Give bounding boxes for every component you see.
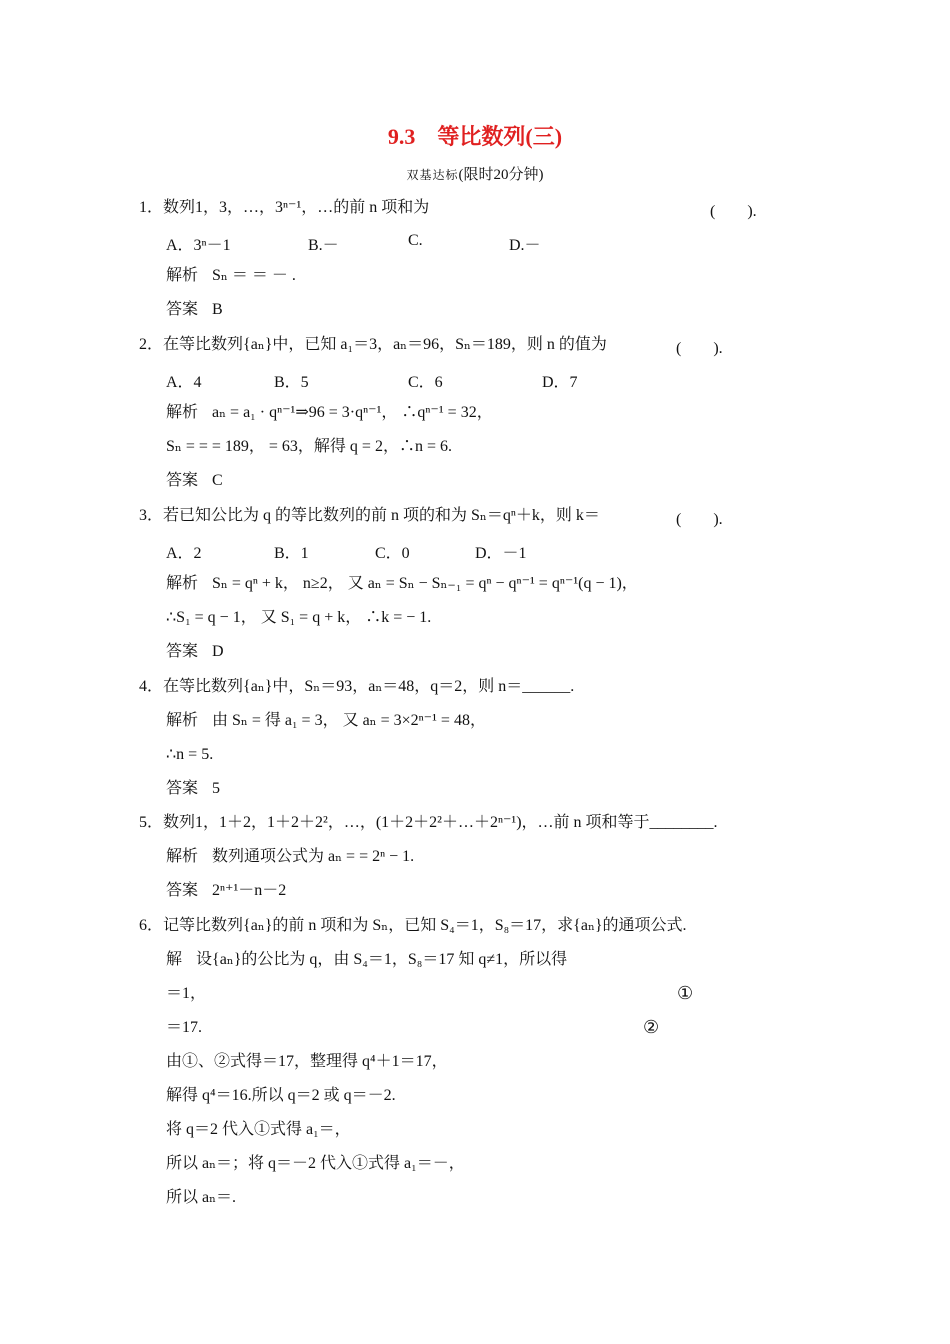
analysis-label: 解析 (166, 712, 199, 729)
analysis-label: 解析 (166, 848, 199, 865)
analysis-label: 解析 (166, 404, 199, 421)
q2-analysis-line-2: Sₙ = = = 189， = 63，解得 q = 2，∴n = 6. (166, 438, 452, 455)
q3-answer-bracket: ( ). (676, 511, 723, 528)
q3-number: 3． (139, 507, 164, 524)
q4-analysis-line-1: 由 Sₙ = 得 a₁ = 3， 又 aₙ = 3×2ⁿ⁻¹ = 48， (212, 712, 486, 729)
q4-number: 4． (139, 678, 164, 695)
q5-answer (166, 881, 286, 901)
q3-analysis (166, 574, 638, 594)
analysis-label: 解析 (166, 267, 199, 284)
subtitle-lead: 双基达标 (406, 168, 459, 182)
q6-stem: 记等比数列{aₙ}的前 n 项和为 Sₙ，已知 S₄＝1，S₈＝17，求{aₙ}的通项公式. (163, 917, 687, 934)
q1-answer-text: B (212, 301, 223, 318)
q5-analysis-text: 数列通项公式为 aₙ = = 2ⁿ − 1. (212, 848, 415, 865)
q2-answer-bracket: ( ). (676, 340, 723, 357)
q5-answer-text: 2ⁿ⁺¹－n－2 (212, 882, 287, 899)
q6-solution-line-6: 所以 aₙ＝；将 q＝－2 代入①式得 a₁＝－， (166, 1155, 465, 1172)
q1-option-c: C. (408, 232, 423, 249)
question-4 (139, 677, 574, 697)
equation-marker-2: ② (643, 1017, 660, 1037)
answer-label: 答案 (166, 882, 199, 899)
q3-answer (166, 642, 224, 662)
q5-stem: 数列1，1＋2，1＋2＋2²，…，(1＋2＋2²＋…＋2ⁿ⁻¹)，…前 n 项和等于________. (163, 814, 718, 831)
q2-stem: 在等比数列{aₙ}中，已知 a₁＝3，aₙ＝96，Sₙ＝189，则 n 的值为 (163, 336, 607, 353)
q2-number: 2． (139, 336, 164, 353)
q4-analysis (166, 711, 486, 731)
q6-solution-line-5: 将 q＝2 代入①式得 a₁＝， (166, 1121, 351, 1138)
answer-label: 答案 (166, 780, 199, 797)
q3-analysis-line-1: Sₙ = qⁿ + k， n≥2， 又 aₙ = Sₙ − Sₙ₋₁ = qⁿ − qⁿ⁻¹ = qⁿ⁻¹(q − 1)， (212, 575, 638, 592)
q2-answer-text: C (212, 472, 223, 489)
analysis-label: 解析 (166, 575, 199, 592)
question-3 (139, 506, 600, 526)
question-6 (139, 916, 687, 936)
q1-option-a: A．3ⁿ－1 (166, 237, 231, 254)
q1-analysis-text: Sₙ ＝ ＝ － . (212, 267, 296, 284)
q5-analysis (166, 847, 414, 867)
question-2 (139, 335, 607, 355)
q2-analysis-line-1: aₙ = a₁ · qⁿ⁻¹⇒96 = 3·qⁿ⁻¹， ∴qⁿ⁻¹ = 32， (212, 404, 493, 421)
subtitle-time-limit: (限时20分钟) (458, 167, 544, 183)
q3-option-c: C．0 (375, 545, 410, 562)
answer-label: 答案 (166, 643, 199, 660)
question-1 (139, 198, 429, 218)
q3-answer-text: D (212, 643, 224, 660)
q6-equation-2: ＝17. (166, 1019, 203, 1036)
q2-option-a: A．4 (166, 374, 202, 391)
answer-label: 答案 (166, 472, 199, 489)
q3-stem: 若已知公比为 q 的等比数列的前 n 项的和为 Sₙ＝qⁿ＋k，则 k＝ (163, 507, 600, 524)
q1-analysis (166, 266, 296, 286)
q1-number: 1． (139, 199, 164, 216)
q1-option-d: D.－ (509, 237, 541, 254)
q6-equation-1: ＝1， (166, 985, 207, 1002)
question-5 (139, 813, 718, 833)
q6-solution-line-1 (166, 950, 567, 970)
q3-option-a: A．2 (166, 545, 202, 562)
q1-answer (166, 300, 223, 320)
q4-analysis-line-2: ∴n = 5. (166, 746, 214, 763)
q2-option-b: B．5 (274, 374, 309, 391)
q2-option-c: C．6 (408, 374, 443, 391)
q6-solution-line-4: 解得 q⁴＝16.所以 q＝2 或 q＝－2. (166, 1087, 396, 1104)
q1-answer-bracket: ( ). (710, 203, 757, 220)
answer-label: 答案 (166, 301, 199, 318)
q2-answer (166, 471, 223, 491)
q2-option-d: D．7 (542, 374, 578, 391)
page-subtitle (0, 163, 950, 184)
equation-marker-1: ① (677, 983, 694, 1003)
solution-label: 解 (166, 951, 183, 968)
q3-analysis-line-2: ∴S₁ = q − 1， 又 S₁ = q + k， ∴k = − 1. (166, 609, 432, 626)
q1-stem: 数列1，3，…，3ⁿ⁻¹，…的前 n 项和为 (163, 199, 430, 216)
q6-number: 6． (139, 917, 164, 934)
q2-analysis (166, 403, 493, 423)
q4-answer (166, 779, 220, 799)
q6-solution-line-7: 所以 aₙ＝. (166, 1189, 237, 1206)
q4-answer-text: 5 (212, 780, 221, 797)
q1-option-b: B.－ (308, 237, 339, 254)
q4-stem: 在等比数列{aₙ}中，Sₙ＝93，aₙ＝48，q＝2，则 n＝______. (163, 678, 575, 695)
q6-solution-line-3: 由①、②式得＝17，整理得 q⁴＋1＝17， (166, 1053, 448, 1070)
q5-number: 5． (139, 814, 164, 831)
q3-option-d: D．－1 (475, 545, 527, 562)
q6-solution-text: 设{aₙ}的公比为 q，由 S₄＝1，S₈＝17 知 q≠1，所以得 (196, 951, 568, 968)
page-title: 9.3 等比数列(三) (387, 124, 563, 149)
q3-option-b: B．1 (274, 545, 309, 562)
